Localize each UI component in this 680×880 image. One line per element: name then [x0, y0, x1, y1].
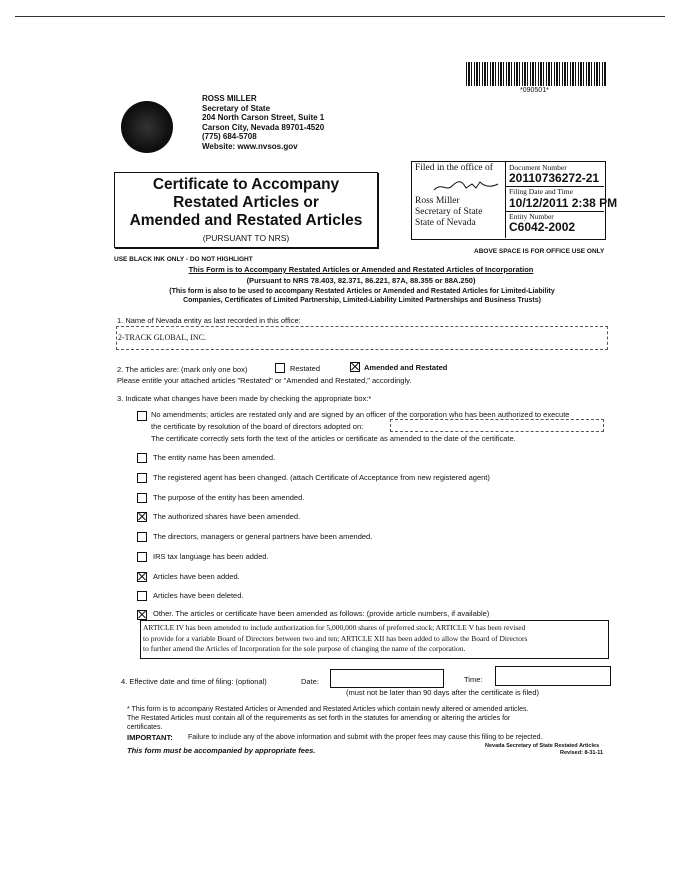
irs-tax-checkbox[interactable]	[137, 552, 147, 562]
entity-number-value: C6042-2002	[509, 220, 576, 234]
option-label: Articles have been added.	[153, 572, 240, 581]
barcode	[466, 62, 606, 86]
option-label: The directors, managers or general partners have been amended.	[153, 532, 373, 541]
q4-note: (must not be later than 90 days after the certificate is filed)	[346, 688, 540, 697]
footnote-line: * This form is to accompany Restated Articles or Amended and Restated Articles which contain newly altered or amended articles.	[127, 706, 529, 713]
amended-restated-label: Amended and Restated	[364, 363, 448, 372]
fees-note: This form must be accompanied by appropriate fees.	[127, 746, 316, 755]
q4-label: 4. Effective date and time of filing: (optional)	[121, 677, 267, 686]
signature-icon	[432, 178, 502, 194]
option-label: Other. The articles or certificate have been amended as follows: (provide article numbers, if available)	[153, 609, 490, 618]
authorized-shares-checkbox[interactable]	[137, 512, 147, 522]
top-rule	[15, 16, 665, 17]
certificate-title	[114, 176, 378, 230]
officer-line: Secretary of State	[415, 207, 483, 217]
title-line: Certificate to Accompany	[152, 176, 340, 193]
articles-added-checkbox[interactable]	[137, 572, 147, 582]
restated-label: Restated	[290, 364, 321, 373]
option-label: The purpose of the entity has been amended.	[153, 493, 305, 502]
resolution-date-field[interactable]	[390, 419, 604, 432]
no-amendments-text-2: the certificate by resolution of the board of directors adopted on:	[151, 422, 364, 431]
amended-restated-checkbox[interactable]	[350, 362, 360, 372]
officer-line: State of Nevada	[415, 218, 476, 228]
entity-name-amended-checkbox[interactable]	[137, 453, 147, 463]
office-use-note: ABOVE SPACE IS FOR OFFICE USE ONLY	[474, 248, 605, 255]
option-label: The entity name has been amended.	[153, 453, 276, 462]
sos-line: Secretary of State	[202, 103, 271, 113]
purpose-amended-checkbox[interactable]	[137, 493, 147, 503]
intro-pursuant: (Pursuant to NRS 78.403, 82.371, 86.221, 87A, 88.355 or 88A.250)	[246, 276, 476, 285]
certificate-subtitle: (PURSUANT TO NRS)	[202, 233, 290, 243]
sos-line: ROSS MILLER	[202, 94, 257, 103]
amendment-line: to further amend the Articles of Incorporation for the sole purpose of changing the name of the corporation.	[143, 644, 466, 653]
doc-number-value: 20110736272-21	[509, 171, 600, 185]
sos-line: (775) 684-5708	[202, 132, 257, 142]
articles-deleted-checkbox[interactable]	[137, 591, 147, 601]
sos-line: Website: www.nvsos.gov	[202, 141, 298, 151]
effective-time-input[interactable]	[495, 666, 611, 686]
q3-label: 3. Indicate what changes have been made by checking the appropriate box:*	[117, 394, 372, 403]
option-label: The registered agent has been changed. (attach Certificate of Acceptance from new registered agent)	[153, 473, 490, 482]
directors-amended-checkbox[interactable]	[137, 532, 147, 542]
time-label: Time:	[464, 675, 483, 684]
intro-heading: This Form is to Accompany Restated Articles or Amended and Restated Articles of Incorporation	[188, 265, 534, 274]
filed-in-office: Filed in the office of	[415, 163, 493, 173]
revision-line: Nevada Secretary of State Restated Articles	[485, 743, 600, 749]
secretary-of-state-address	[202, 94, 324, 152]
filing-date-label: Filing Date and Time	[509, 187, 573, 196]
important-text: Failure to include any of the above information and submit with the proper fees may cause this filing to be rejected.	[188, 734, 543, 741]
q1-label: 1. Name of Nevada entity as last recorded in this office:	[117, 316, 301, 325]
title-line: Restated Articles or	[173, 194, 319, 211]
entity-number-label: Entity Number	[509, 212, 554, 221]
date-label: Date:	[301, 677, 319, 686]
amendment-line: ARTICLE IV has been amended to include authorization for 5,000,000 shares of preferred stock; ARTICLE V has been revised	[143, 623, 526, 632]
other-checkbox[interactable]	[137, 610, 147, 620]
filing-date-value: 10/12/2011 2:38 PM	[509, 196, 618, 210]
officer-line: Ross Miller	[415, 196, 460, 206]
entity-name-value: 2-TRACK GLOBAL, INC.	[118, 333, 206, 342]
intro-note-1: (This form is also to be used to accompany Restated Articles or Amended and Restated Articles for Limited-Liability	[169, 288, 555, 295]
title-line: Amended and Restated Articles	[129, 212, 363, 229]
footnote-line: The Restated Articles must contain all of the requirements as set forth in the statutes for amending or altering the articles for	[127, 715, 511, 722]
no-amendments-checkbox[interactable]	[137, 411, 147, 421]
ink-note: USE BLACK INK ONLY - DO NOT HIGHLIGHT	[114, 256, 253, 263]
option-label: IRS tax language has been added.	[153, 552, 269, 561]
registered-agent-checkbox[interactable]	[137, 473, 147, 483]
no-amendments-text: No amendments; articles are restated only and are signed by an officer of the corporation who has been authorized to execute	[151, 410, 570, 419]
restated-checkbox[interactable]	[275, 363, 285, 373]
sos-line: 204 North Carson Street, Suite 1	[202, 113, 325, 123]
intro-note-2: Companies, Certificates of Limited Partnership, Limited-Liability Limited Partnerships and Business Trusts)	[183, 297, 541, 304]
state-seal-icon	[121, 101, 173, 153]
revision-date: Revised: 8-31-11	[560, 750, 604, 756]
important-label: IMPORTANT:	[127, 733, 173, 742]
other-amendments-text	[143, 623, 607, 655]
effective-date-input[interactable]	[330, 669, 444, 688]
officer-block	[415, 196, 483, 229]
amendment-line: to provide for a variable Board of Directors between two and ten; ARTICLE XII has been added to allow the Board of Directors	[143, 633, 528, 643]
option-label: Articles have been deleted.	[153, 591, 244, 600]
no-amendments-text-3: The certificate correctly sets forth the text of the articles or certificate as amended to the date of the certificate.	[151, 434, 516, 443]
footnote-line: certificates.	[127, 724, 163, 731]
q2-note: Please entitle your attached articles "Restated" or "Amended and Restated," accordingly.	[117, 376, 412, 385]
barcode-number: *090501*	[520, 87, 549, 94]
option-label: The authorized shares have been amended.	[153, 512, 301, 521]
sos-line: Carson City, Nevada 89701-4520	[202, 122, 325, 132]
q2-label: 2. The articles are: (mark only one box)	[117, 365, 248, 374]
doc-number-label: Document Number	[509, 163, 567, 172]
